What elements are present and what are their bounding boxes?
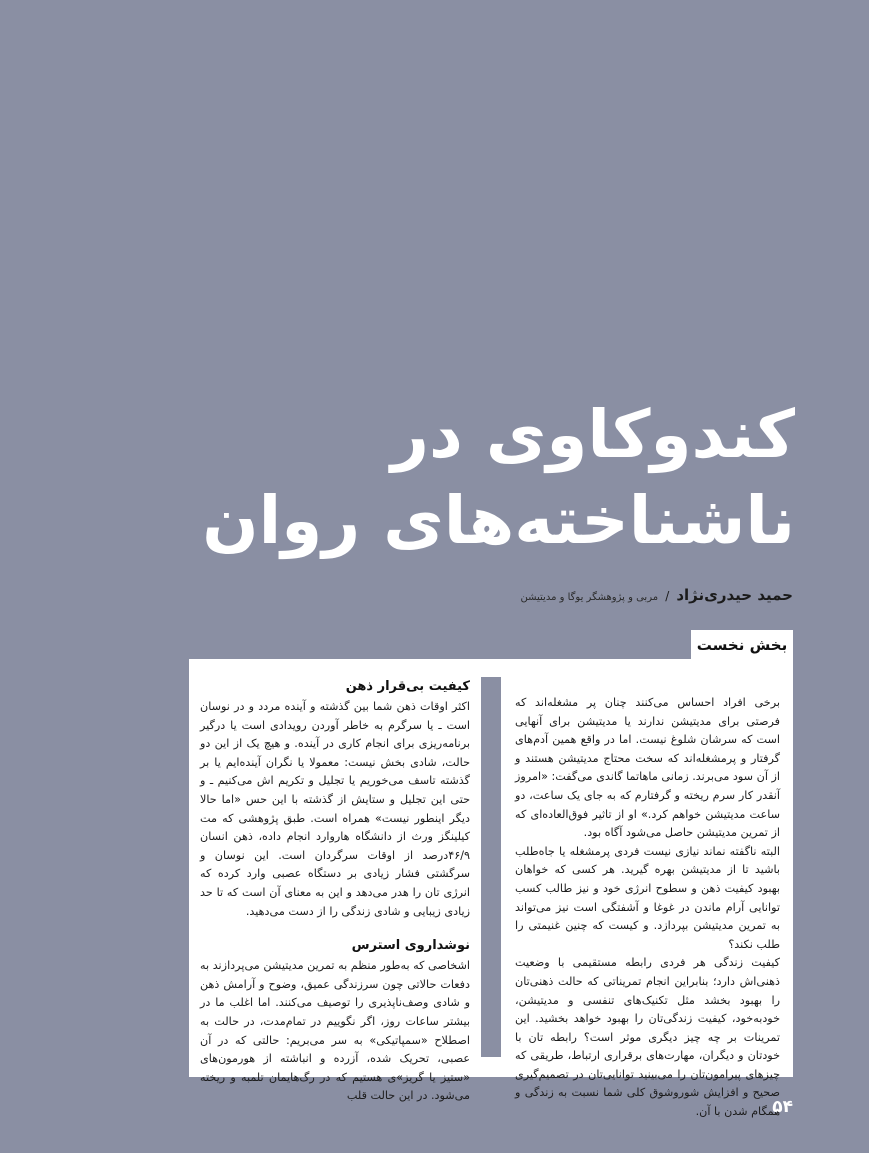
author-name: حمید حیدری‌نژاد: [676, 586, 793, 604]
subheading-restless-mind: کیفیت بی‌قرار ذهن: [345, 679, 470, 694]
article-column-right: [515, 694, 780, 1119]
column-divider-stub: [481, 1077, 501, 1083]
article-title-line-2: ناشناخته‌های روان: [202, 482, 795, 559]
byline: [233, 585, 793, 604]
article-column-left: [200, 676, 470, 1103]
paragraph: برخی افراد احساس می‌کنند چنان پر مشغله‌اند که فرصتی برای مدیتیشن ندارند یا مدیتیشن برای آنهایی است که سرشان شلوغ نیست. اما در واقع همین آدم‌های گرفتار و پرمشغله‌اند که سخت محتاج مدیتیشن هستند و از آن سود می‌برند. زمانی ماهاتما گاندی می‌گفت: «امروز آنقدر کار سرم ریخته و گرفتارم که به جای یک ساعت، دو ساعت مدیتیشن خواهم کرد.» او از تاثیر فوق‌العاده‌ای که از تمرین مدیتیشن حاصل می‌شود آگاه بود.: [515, 696, 780, 840]
article-title-line-1: کندوکاوی در: [391, 396, 795, 473]
paragraph: اکثر اوقات ذهن شما بین گذشته و آینده مردد و در نوسان است ـ یا سرگرم به خاطر آوردن رویدادی است یا درگیر برنامه‌ریزی برای انجام کاری در آینده. و هیچ یک از این دو حالت، شادی بخش نیست: معمولا یا نگران آینده‌ایم یا بر گذشته تاسف می‌خوریم یا تجلیل و تکریم اش می‌کنیم ـ و حتی این تجلیل و ستایش از گذشته با این حس «اما حالا دیگر اینطور نیست» همراه است. طبق پژوهشی که مت کیلینگز ورث از دانشگاه هاروارد انجام داده، ذهن انسان ۴۶/۹درصد از اوقات سرگردان است. این نوسان و سرگشتی فشار زیادی بر دستگاه عصبی وارد کرده که انرژی تان را هدر می‌دهد و این به معنای آن است که تا حد زیادی زیبایی و شادی زندگی را از دست می‌دهید.: [200, 700, 470, 918]
paragraph: اشخاصی که به‌طور منظم به تمرین مدیتیشن می‌پردازند به دفعات حالاتی چون سرزندگی عمیق، وضوح و آرامش ذهن و شادی وصف‌ناپذیری را توصیف می‌کنند. اما اغلب ما در بیشتر ساعات روز، اگر نگوییم در تمام‌مدت، در حالت به اصطلاح «سمپاتیکی» به سر می‌بریم: حالتی که در آن عصبی، تحریک شده، آزرده و انباشته از هورمون‌های «ستیز یا گریز»ی هستیم که در رگ‌هایمان تلمبه و ریخته می‌شود. در این حالت قلب: [200, 959, 470, 1103]
article-title: [175, 392, 795, 564]
byline-separator: /: [665, 589, 670, 603]
paragraph: کیفیت زندگی هر فردی رابطه مستقیمی با وضعیت ذهنی‌اش دارد؛ بنابراین انجام تمریناتی که حالت ذهنی‌تان را بهبود بخشد مثل تکنیک‌های تنفسی و مدیتیشن، خودبه‌خود، کیفیت زندگی‌تان را بهبود خواهد بخشید. این تمرینات بر چه چیز دیگری موثر است؟ رابطه تان با خودتان و دیگران، مهارت‌های برقراری ارتباط، طریقی که چیزهای پیرامون‌تان را می‌بینید توانایی‌تان در تصمیم‌گیری صحیح و افزایش شوروشوق کلی شما نسبت به زندگی و همگام شدن با آن.: [515, 956, 780, 1119]
subheading-stress-remedy: نوشداروی استرس: [351, 938, 470, 954]
spacer: [200, 921, 470, 935]
author-role: مربی و پژوهشگر یوگا و مدیتیشن: [520, 592, 659, 603]
column-divider: [481, 677, 501, 1057]
section-label: بخش نخست: [691, 630, 793, 660]
paragraph: البته ناگفته نماند نیازی نیست فردی پرمشغله یا جاه‌طلب باشید تا از مدیتیشن بهره گیرید. هر کسی که خواهان بهبود کیفیت ذهن و سطوح انرژی خود و نیز طالب کسب توانایی آرام ماندن در غوغا و آشفتگی است نیز می‌تواند به تمرین مدیتیشن بپردازد. و کیست که چنین غنیمتی را طلب نکند؟: [515, 844, 780, 951]
page-number: ۵۴: [772, 1097, 793, 1117]
